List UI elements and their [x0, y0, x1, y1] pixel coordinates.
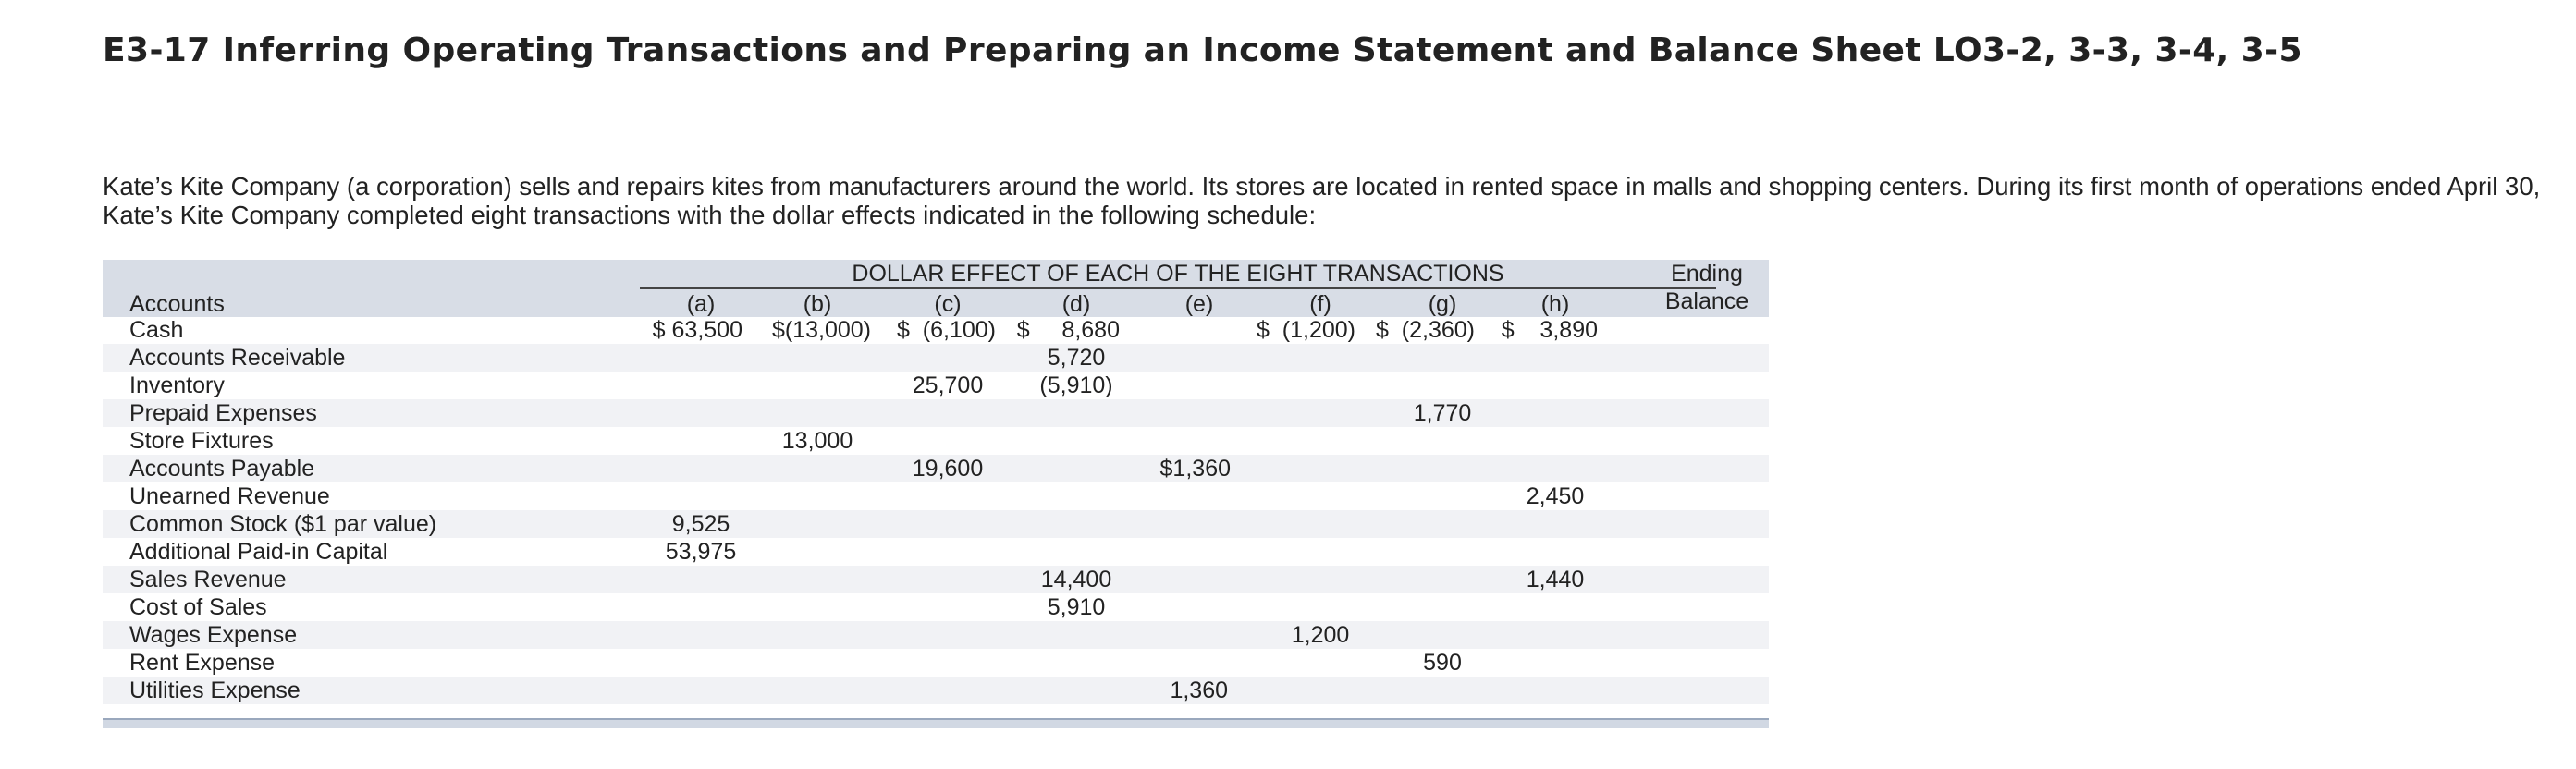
amount-cell: $ (2,360): [1375, 317, 1475, 343]
column-header: (a): [686, 291, 716, 317]
amount-cell: $ 3,890: [1501, 317, 1598, 343]
group-header-rule: [640, 287, 1716, 289]
amount-cell: 14,400: [1040, 567, 1112, 592]
table-row: [103, 677, 1769, 704]
account-name: Cash: [129, 317, 184, 343]
amount-cell: $1,360: [1159, 456, 1231, 482]
amount-cell: 1,360: [1170, 677, 1228, 703]
amount-cell: 25,700: [912, 372, 984, 398]
column-header: (h): [1540, 291, 1570, 317]
account-name: Unearned Revenue: [129, 483, 330, 509]
exercise-title: E3-17 Inferring Operating Transactions and Preparing an Income Statement and Balance Sheet LO3-2, 3-3, 3-4, 3-5: [103, 31, 2302, 69]
column-header: (e): [1184, 291, 1214, 317]
amount-cell: (5,910): [1039, 372, 1113, 398]
account-name: Sales Revenue: [129, 567, 287, 592]
column-header: (d): [1061, 291, 1091, 317]
table-row: [103, 372, 1769, 399]
account-name: Wages Expense: [129, 622, 298, 648]
ending-header-line-1: Ending: [1671, 261, 1743, 287]
column-header: (f): [1309, 291, 1331, 317]
amount-cell: $ (6,100): [896, 317, 996, 343]
amount-cell: 1,440: [1526, 567, 1585, 592]
amount-cell: 5,910: [1047, 594, 1106, 620]
column-header: (b): [803, 291, 832, 317]
amount-cell: 1,770: [1413, 400, 1472, 426]
table-row: [103, 344, 1769, 372]
amount-cell: $ 8,680: [1016, 317, 1120, 343]
exercise-intro: Kate’s Kite Company (a corporation) sells and repairs kites from manufacturers around the world. Its stores are located in rented space in malls and shopping centers. During its first month of operations ended April 30, Kate’s Kite Company completed eight transactions with the dollar effects indicated in the following schedule:: [103, 172, 2541, 229]
table-row: [103, 455, 1769, 482]
table-row: [103, 316, 1769, 344]
amount-cell: 13,000: [781, 428, 853, 454]
account-name: Cost of Sales: [129, 594, 267, 620]
table-row: [103, 649, 1769, 677]
account-name: Inventory: [129, 372, 225, 398]
amount-cell: $ (1,200): [1256, 317, 1355, 343]
amount-cell: 19,600: [912, 456, 984, 482]
table-row: [103, 510, 1769, 538]
account-name: Rent Expense: [129, 650, 276, 676]
table-row: [103, 399, 1769, 427]
ending-header-line-2: Balance: [1664, 288, 1749, 314]
amount-cell: 2,450: [1526, 483, 1585, 509]
amount-cell: 9,525: [671, 511, 730, 537]
account-name: Prepaid Expenses: [129, 400, 317, 426]
accounts-header: Accounts: [129, 291, 225, 317]
table-row: [103, 566, 1769, 593]
account-name: Accounts Payable: [129, 456, 315, 482]
amount-cell: $(13,000): [771, 317, 871, 343]
account-name: Accounts Receivable: [129, 345, 346, 371]
transactions-table: [103, 260, 1769, 728]
amount-cell: 1,200: [1291, 622, 1350, 648]
account-name: Store Fixtures: [129, 428, 274, 454]
amount-cell: 5,720: [1047, 345, 1106, 371]
table-bottom-rule: [103, 718, 1769, 728]
account-name: Common Stock ($1 par value): [129, 511, 437, 537]
table-row: [103, 482, 1769, 510]
table-row: [103, 593, 1769, 621]
table-row: [103, 427, 1769, 455]
amount-cell: 53,975: [665, 539, 737, 565]
account-name: Additional Paid-in Capital: [129, 539, 388, 565]
table-row: [103, 621, 1769, 649]
table-row: [103, 538, 1769, 566]
column-header: (c): [934, 291, 962, 317]
account-name: Utilities Expense: [129, 677, 301, 703]
amount-cell: $ 63,500: [652, 317, 742, 343]
amount-cell: 590: [1423, 650, 1462, 676]
column-header: (g): [1428, 291, 1457, 317]
group-header: DOLLAR EFFECT OF EACH OF THE EIGHT TRANSACTIONS: [852, 261, 1504, 287]
